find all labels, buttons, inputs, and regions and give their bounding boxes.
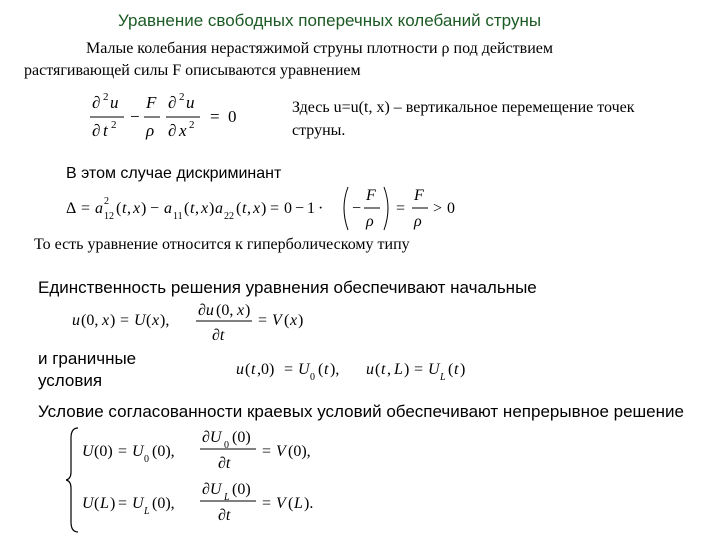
svg-text:∂t: ∂t <box>218 455 231 472</box>
svg-text:u: u <box>366 361 374 378</box>
svg-text:=: = <box>414 361 424 378</box>
svg-text:(: ( <box>236 200 242 217</box>
svg-text:2: 2 <box>111 119 117 131</box>
svg-text:∂: ∂ <box>92 93 101 112</box>
svg-text:): ) <box>298 312 304 329</box>
svg-text:−: − <box>150 200 160 217</box>
svg-text:U: U <box>82 495 94 512</box>
svg-text:a: a <box>215 200 223 217</box>
svg-text:u: u <box>72 312 80 329</box>
svg-text:x: x <box>201 200 209 217</box>
svg-text:0: 0 <box>447 200 455 217</box>
svg-text:2: 2 <box>104 196 109 207</box>
svg-text:(: ( <box>245 361 251 378</box>
svg-text:t: t <box>381 361 386 378</box>
svg-text:2: 2 <box>179 91 185 103</box>
svg-text:): ) <box>404 361 410 378</box>
svg-text:t: t <box>251 361 256 378</box>
svg-text:>: > <box>433 200 443 217</box>
svg-text:x: x <box>102 312 110 329</box>
svg-text:F: F <box>414 187 424 204</box>
svg-text:,0): ,0) <box>257 361 275 378</box>
svg-text:=: = <box>258 312 268 329</box>
svg-text:x: x <box>133 200 141 217</box>
svg-text:−: − <box>352 200 362 217</box>
svg-text:1: 1 <box>307 200 315 217</box>
svg-text:t: t <box>103 121 108 140</box>
svg-text:∂t: ∂t <box>218 507 231 524</box>
svg-text:(0),: (0), <box>288 443 311 460</box>
svg-text:(: ( <box>116 200 122 217</box>
svg-text:−: − <box>130 107 140 126</box>
svg-text:(: ( <box>284 312 290 329</box>
svg-text:−: − <box>295 200 305 217</box>
svg-text:=: = <box>120 312 130 329</box>
svg-text:22: 22 <box>224 211 234 222</box>
svg-text:): ) <box>245 302 251 319</box>
svg-text:2: 2 <box>189 119 195 131</box>
svg-text:(0,: (0, <box>216 302 234 319</box>
boundary-label-line-2: условия <box>38 371 103 390</box>
svg-text:L: L <box>294 495 303 512</box>
svg-text:): ) <box>141 200 147 217</box>
svg-text:ρ: ρ <box>366 213 374 230</box>
svg-text:(0,: (0, <box>81 312 99 329</box>
svg-text:): ) <box>110 495 116 512</box>
svg-text:L: L <box>144 506 150 517</box>
svg-text:t: t <box>454 361 459 378</box>
svg-text:(: ( <box>184 200 190 217</box>
svg-text:U: U <box>132 443 144 460</box>
note-line-1: Здесь u=u(t, x) – вертикальное перемещение точек <box>292 99 635 116</box>
svg-text:x: x <box>290 312 298 329</box>
svg-text:): ) <box>110 312 116 329</box>
discriminant-formula <box>64 182 464 236</box>
svg-text:·: · <box>318 200 324 217</box>
initial-conditions-formula <box>70 298 330 350</box>
svg-text:,: , <box>247 200 251 217</box>
svg-text:t: t <box>122 200 127 217</box>
svg-text:U: U <box>82 443 94 460</box>
svg-text:t: t <box>324 361 329 378</box>
svg-text:(0): (0) <box>232 429 251 446</box>
svg-text:x: x <box>179 121 187 140</box>
svg-text:=: = <box>118 443 128 460</box>
wave-equation-formula <box>80 88 260 146</box>
svg-text:11: 11 <box>173 211 183 222</box>
consistency-system-formula <box>66 424 346 536</box>
svg-text:t: t <box>190 200 195 217</box>
svg-text:a: a <box>95 200 103 217</box>
svg-text:V: V <box>276 495 286 512</box>
svg-text:=: = <box>396 200 406 217</box>
svg-text:L: L <box>440 372 446 383</box>
svg-text:(: ( <box>318 361 324 378</box>
svg-text:U: U <box>132 495 144 512</box>
svg-text:x: x <box>152 312 160 329</box>
svg-text:u: u <box>236 361 244 378</box>
svg-text:0: 0 <box>284 200 292 217</box>
svg-text:∂: ∂ <box>168 93 177 112</box>
svg-text:ρ: ρ <box>146 121 155 140</box>
svg-text:U: U <box>428 361 440 378</box>
svg-text:2: 2 <box>103 91 109 103</box>
svg-text:∂: ∂ <box>92 121 101 140</box>
svg-text:V: V <box>272 312 282 329</box>
svg-text:F: F <box>366 187 376 204</box>
svg-text:(0),: (0), <box>152 495 175 512</box>
svg-text:): ) <box>209 200 215 217</box>
svg-text:U: U <box>298 361 310 378</box>
svg-text:(: ( <box>448 361 454 378</box>
svg-text:(0): (0) <box>232 481 251 498</box>
svg-text:U: U <box>134 312 146 329</box>
svg-text:(0),: (0), <box>152 443 175 460</box>
boundary-label-line-1: и граничные <box>38 349 137 368</box>
svg-text:=: = <box>210 107 220 126</box>
svg-text:=: = <box>284 361 294 378</box>
svg-text:,: , <box>127 200 131 217</box>
discriminant-label: В этом случае дискриминант <box>66 165 282 182</box>
note-line-2: струны. <box>292 122 346 139</box>
svg-text:Δ: Δ <box>66 200 77 217</box>
svg-text:u: u <box>110 93 119 112</box>
svg-text:0: 0 <box>224 440 229 451</box>
svg-text:0: 0 <box>228 107 237 126</box>
svg-text:a: a <box>164 200 172 217</box>
svg-text:u: u <box>186 93 195 112</box>
intro-line-1: Малые колебания нерастяжимой струны плотности ρ под действием <box>86 40 553 57</box>
svg-text:x: x <box>237 302 245 319</box>
svg-text:L: L <box>394 361 403 378</box>
svg-text:,: , <box>195 200 199 217</box>
svg-text:=: = <box>262 443 272 460</box>
hyperbolic-type-text: То есть уравнение относится к гиперболическому типу <box>34 236 410 253</box>
svg-text:ρ: ρ <box>414 213 422 230</box>
svg-text:12: 12 <box>104 211 114 222</box>
svg-text:t: t <box>242 200 247 217</box>
svg-text:∂: ∂ <box>168 121 177 140</box>
svg-text:=: = <box>118 495 128 512</box>
svg-text:(: ( <box>94 495 100 512</box>
svg-text:0: 0 <box>310 372 315 383</box>
svg-text:).: ). <box>304 495 314 512</box>
consistency-text: Условие согласованности краевых условий обеспечивают непрерывное решение <box>38 402 684 421</box>
svg-text:∂u: ∂u <box>198 302 214 319</box>
svg-text:=: = <box>262 495 272 512</box>
svg-text:(: ( <box>375 361 381 378</box>
boundary-conditions-formula <box>234 352 494 384</box>
svg-text:),: ), <box>160 312 170 329</box>
svg-text:F: F <box>146 93 157 112</box>
intro-line-2: растягивающей силы F описываются уравнением <box>24 62 361 79</box>
svg-text:0: 0 <box>144 454 149 465</box>
svg-text:(0): (0) <box>94 443 113 460</box>
uniqueness-text: Единственность решения уравнения обеспечивают начальные <box>38 278 537 297</box>
svg-text:(: ( <box>288 495 294 512</box>
svg-text:(: ( <box>146 312 152 329</box>
svg-text:,: , <box>387 361 391 378</box>
svg-text:=: = <box>81 200 91 217</box>
svg-text:L: L <box>224 492 230 503</box>
svg-text:∂t: ∂t <box>212 327 225 344</box>
svg-text:): ) <box>460 361 466 378</box>
page-title: Уравнение свободных поперечных колебаний струны <box>118 11 542 30</box>
svg-text:L: L <box>100 495 109 512</box>
svg-text:),: ), <box>330 361 340 378</box>
svg-text:∂U: ∂U <box>202 429 222 446</box>
svg-text:x: x <box>253 200 261 217</box>
svg-text:=: = <box>270 200 280 217</box>
svg-text:∂U: ∂U <box>202 481 222 498</box>
svg-text:V: V <box>276 443 286 460</box>
svg-text:): ) <box>261 200 267 217</box>
